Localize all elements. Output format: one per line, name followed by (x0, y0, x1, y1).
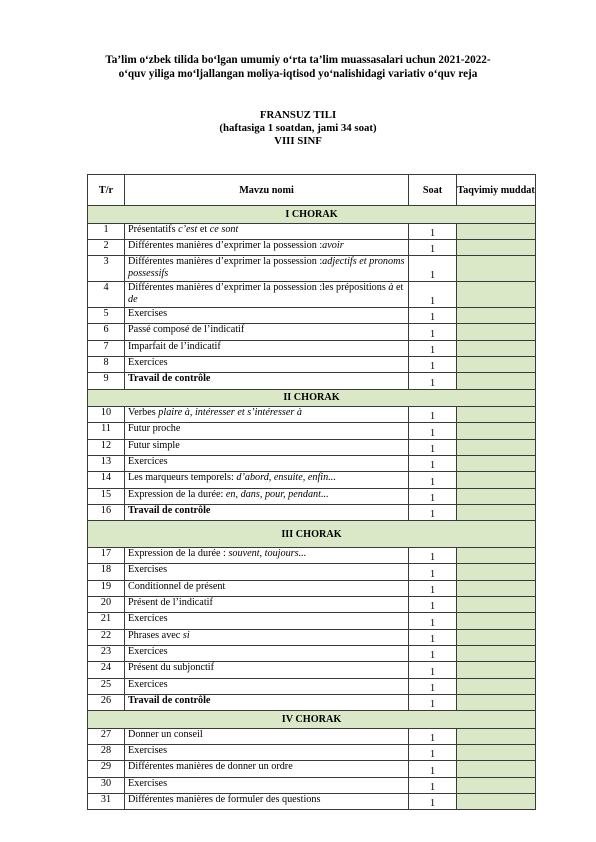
topic-text: Différentes manières de formuler des questions (128, 793, 321, 805)
table-row (88, 455, 536, 471)
topic-text: Exercises (128, 564, 168, 576)
topic-cell (125, 728, 409, 744)
row-number: 31 (88, 793, 125, 809)
topic-text: souvent, toujours... (228, 548, 307, 560)
topic-text: Différentes manières de donner un ordre (128, 761, 293, 773)
topic-text: Différentes manières d’exprimer la possession : (128, 239, 323, 251)
row-number: 18 (88, 564, 125, 580)
topic-text: Les marqueurs temporels: (128, 472, 237, 484)
hours-cell: 1 (409, 613, 457, 629)
deadline-cell (457, 239, 536, 255)
deadline-cell (457, 793, 536, 809)
topic-cell (125, 580, 409, 596)
table-row (88, 407, 536, 423)
topic-text: Passé composé de l’indicatif (128, 324, 245, 336)
topic-text: Imparfait de l’indicatif (128, 340, 221, 352)
topic-cell (125, 407, 409, 423)
column-header-topic: Mavzu nomi (125, 175, 409, 206)
row-number: 7 (88, 340, 125, 356)
deadline-cell (457, 340, 536, 356)
topic-cell (125, 472, 409, 488)
table-row (88, 744, 536, 760)
topic-cell (125, 239, 409, 255)
deadline-cell (457, 597, 536, 613)
topic-cell (125, 282, 409, 308)
deadline-cell (457, 324, 536, 340)
hours-cell: 1 (409, 678, 457, 694)
hours-cell: 1 (409, 744, 457, 760)
topic-cell (125, 324, 409, 340)
topic-text: Exercises (128, 777, 168, 789)
deadline-cell (457, 728, 536, 744)
topic-text: Conditionnel de présent (128, 580, 226, 592)
row-number: 12 (88, 439, 125, 455)
topic-cell (125, 223, 409, 239)
topic-cell (125, 645, 409, 661)
table-row (88, 282, 536, 308)
hours-cell: 1 (409, 439, 457, 455)
hours-cell: 1 (409, 324, 457, 340)
row-number: 13 (88, 455, 125, 471)
topic-cell (125, 439, 409, 455)
hours-cell: 1 (409, 423, 457, 439)
deadline-cell (457, 504, 536, 520)
row-number: 4 (88, 282, 125, 308)
table-row (88, 564, 536, 580)
topic-text: en, dans, pour, pendant... (225, 488, 329, 500)
topic-text: Présent de l’indicatif (128, 597, 213, 609)
topic-text: Exercices (128, 356, 168, 368)
deadline-cell (457, 308, 536, 324)
topic-cell (125, 678, 409, 694)
topic-cell (125, 373, 409, 389)
hours-cell: 1 (409, 662, 457, 678)
hours-cell: 1 (409, 645, 457, 661)
table-row (88, 793, 536, 809)
deadline-cell (457, 694, 536, 710)
topic-cell (125, 423, 409, 439)
hours-cell: 1 (409, 504, 457, 520)
row-number: 1 (88, 223, 125, 239)
row-number: 6 (88, 324, 125, 340)
hours-cell: 1 (409, 564, 457, 580)
table-row (88, 324, 536, 340)
topic-text: Expression de la durée : (128, 548, 229, 560)
subject-heading (150, 109, 446, 148)
subject-name: FRANSUZ TILI (259, 109, 337, 121)
row-number: 21 (88, 613, 125, 629)
topic-text: Différentes manières d’exprimer la possession : (128, 256, 323, 268)
row-number: 8 (88, 356, 125, 372)
hours-cell: 1 (409, 472, 457, 488)
hours-cell: 1 (409, 548, 457, 564)
table-row (88, 373, 536, 389)
row-number: 28 (88, 744, 125, 760)
topic-cell (125, 777, 409, 793)
row-number: 17 (88, 548, 125, 564)
table-body (88, 206, 536, 810)
deadline-cell (457, 472, 536, 488)
table-row (88, 239, 536, 255)
deadline-cell (457, 580, 536, 596)
quarter-label: II CHORAK (88, 389, 536, 407)
table-row (88, 777, 536, 793)
deadline-cell (457, 629, 536, 645)
topic-text: Présent du subjonctif (128, 662, 215, 674)
topic-text: Exercices (128, 645, 168, 657)
topic-cell (125, 256, 409, 282)
hours-cell: 1 (409, 340, 457, 356)
topic-cell (125, 455, 409, 471)
topic-cell (125, 356, 409, 372)
row-number: 15 (88, 488, 125, 504)
row-number: 5 (88, 308, 125, 324)
deadline-cell (457, 645, 536, 661)
row-number: 14 (88, 472, 125, 488)
curriculum-table (87, 174, 536, 810)
table-row (88, 645, 536, 661)
quarter-row (88, 206, 536, 224)
quarter-label: III CHORAK (88, 521, 536, 548)
hours-cell: 1 (409, 629, 457, 645)
topic-cell (125, 488, 409, 504)
column-header-hours: Soat (409, 175, 457, 206)
topic-text: Donner un conseil (128, 728, 203, 740)
topic-cell (125, 548, 409, 564)
hours-cell: 1 (409, 761, 457, 777)
topic-cell (125, 761, 409, 777)
topic-text: et (393, 282, 404, 294)
table-row (88, 728, 536, 744)
hours-cell: 1 (409, 308, 457, 324)
row-number: 25 (88, 678, 125, 694)
deadline-cell (457, 662, 536, 678)
hours-cell: 1 (409, 597, 457, 613)
topic-cell (125, 793, 409, 809)
hours-cell: 1 (409, 455, 457, 471)
hours-cell: 1 (409, 356, 457, 372)
topic-text: Exercises (128, 744, 168, 756)
hours-cell: 1 (409, 239, 457, 255)
quarter-label: I CHORAK (88, 206, 536, 224)
row-number: 19 (88, 580, 125, 596)
row-number: 16 (88, 504, 125, 520)
topic-text: c’est (178, 223, 198, 235)
deadline-cell (457, 282, 536, 308)
topic-text: Exercices (128, 613, 168, 625)
hours-cell: 1 (409, 223, 457, 239)
table-row (88, 548, 536, 564)
topic-text: adjectifs et pronoms possessifs (128, 256, 405, 279)
row-number: 23 (88, 645, 125, 661)
topic-text: et (197, 223, 210, 235)
topic-text: Présentatifs (128, 223, 179, 235)
table-row (88, 340, 536, 356)
table-row (88, 439, 536, 455)
topic-cell (125, 564, 409, 580)
table-row (88, 308, 536, 324)
topic-text: à (388, 282, 394, 294)
topic-text: Futur proche (128, 423, 181, 435)
topic-text: Verbes (128, 407, 159, 419)
topic-text: Exercices (128, 678, 168, 690)
topic-cell (125, 340, 409, 356)
deadline-cell (457, 455, 536, 471)
topic-text: Futur simple (128, 439, 180, 451)
topic-text: Travail de contrôle (128, 504, 211, 516)
topic-text: d’abord, ensuite, enfin... (236, 472, 336, 484)
row-number: 30 (88, 777, 125, 793)
topic-cell (125, 613, 409, 629)
deadline-cell (457, 777, 536, 793)
hours-cell: 1 (409, 777, 457, 793)
topic-cell (125, 662, 409, 678)
document-title: Ta’lim o‘zbek tilida bo‘lgan umumiy o‘rta ta’lim muassasalari uchun 2021-2022-o‘quv yiliga mo‘ljallangan moliya-iqtisod yo‘nalishidagi variativ o‘quv reja (105, 54, 491, 80)
topic-cell (125, 694, 409, 710)
deadline-cell (457, 356, 536, 372)
deadline-cell (457, 548, 536, 564)
table-header-row (88, 175, 536, 206)
hours-cell: 1 (409, 728, 457, 744)
topic-cell (125, 629, 409, 645)
quarter-row (88, 389, 536, 407)
topic-text: si (182, 629, 190, 641)
table-row (88, 694, 536, 710)
deadline-cell (457, 744, 536, 760)
table-row (88, 256, 536, 282)
table-row (88, 662, 536, 678)
row-number: 3 (88, 256, 125, 282)
table-row (88, 423, 536, 439)
topic-cell (125, 308, 409, 324)
table-row (88, 613, 536, 629)
deadline-cell (457, 761, 536, 777)
table-row (88, 504, 536, 520)
hours-cell: 1 (409, 407, 457, 423)
topic-text: Exercices (128, 455, 168, 467)
row-number: 26 (88, 694, 125, 710)
deadline-cell (457, 223, 536, 239)
row-number: 9 (88, 373, 125, 389)
table-row (88, 678, 536, 694)
table-row (88, 629, 536, 645)
row-number: 22 (88, 629, 125, 645)
hours-note: (haftasiga 1 soatdan, jami 34 soat) (219, 122, 377, 134)
deadline-cell (457, 373, 536, 389)
row-number: 2 (88, 239, 125, 255)
table-row (88, 488, 536, 504)
table-row (88, 597, 536, 613)
deadline-cell (457, 488, 536, 504)
topic-text: Travail de contrôle (128, 694, 211, 706)
topic-cell (125, 744, 409, 760)
deadline-cell (457, 256, 536, 282)
deadline-cell (457, 613, 536, 629)
deadline-cell (457, 564, 536, 580)
deadline-cell (457, 407, 536, 423)
hours-cell: 1 (409, 373, 457, 389)
topic-cell (125, 504, 409, 520)
topic-text: Exercises (128, 308, 168, 320)
quarter-label: IV CHORAK (88, 711, 536, 729)
column-header-deadline: Taqvimiy muddat (457, 175, 536, 206)
table-row (88, 356, 536, 372)
hours-cell: 1 (409, 488, 457, 504)
row-number: 29 (88, 761, 125, 777)
hours-cell: 1 (409, 282, 457, 308)
table-row (88, 761, 536, 777)
quarter-row (88, 521, 536, 548)
column-header-number: T/r (88, 175, 125, 206)
topic-text: Phrases avec (128, 629, 183, 641)
topic-text: Différentes manières d’exprimer la possession :les prépositions (128, 282, 389, 294)
topic-text: Expression de la durée: (128, 488, 226, 500)
hours-cell: 1 (409, 580, 457, 596)
hours-cell: 1 (409, 793, 457, 809)
topic-text: Travail de contrôle (128, 373, 211, 385)
hours-cell: 1 (409, 256, 457, 282)
topic-text: de (128, 293, 138, 305)
row-number: 24 (88, 662, 125, 678)
table-row (88, 580, 536, 596)
hours-cell: 1 (409, 694, 457, 710)
topic-text: ce sont (209, 223, 239, 235)
table-row (88, 223, 536, 239)
row-number: 11 (88, 423, 125, 439)
row-number: 20 (88, 597, 125, 613)
quarter-row (88, 711, 536, 729)
grade-label: VIII SINF (274, 135, 322, 147)
row-number: 27 (88, 728, 125, 744)
topic-cell (125, 597, 409, 613)
topic-text: plaire à, intéresser et s’intéresser à (158, 407, 303, 419)
table-row (88, 472, 536, 488)
deadline-cell (457, 439, 536, 455)
deadline-cell (457, 423, 536, 439)
row-number: 10 (88, 407, 125, 423)
deadline-cell (457, 678, 536, 694)
topic-text: avoir (322, 239, 344, 251)
